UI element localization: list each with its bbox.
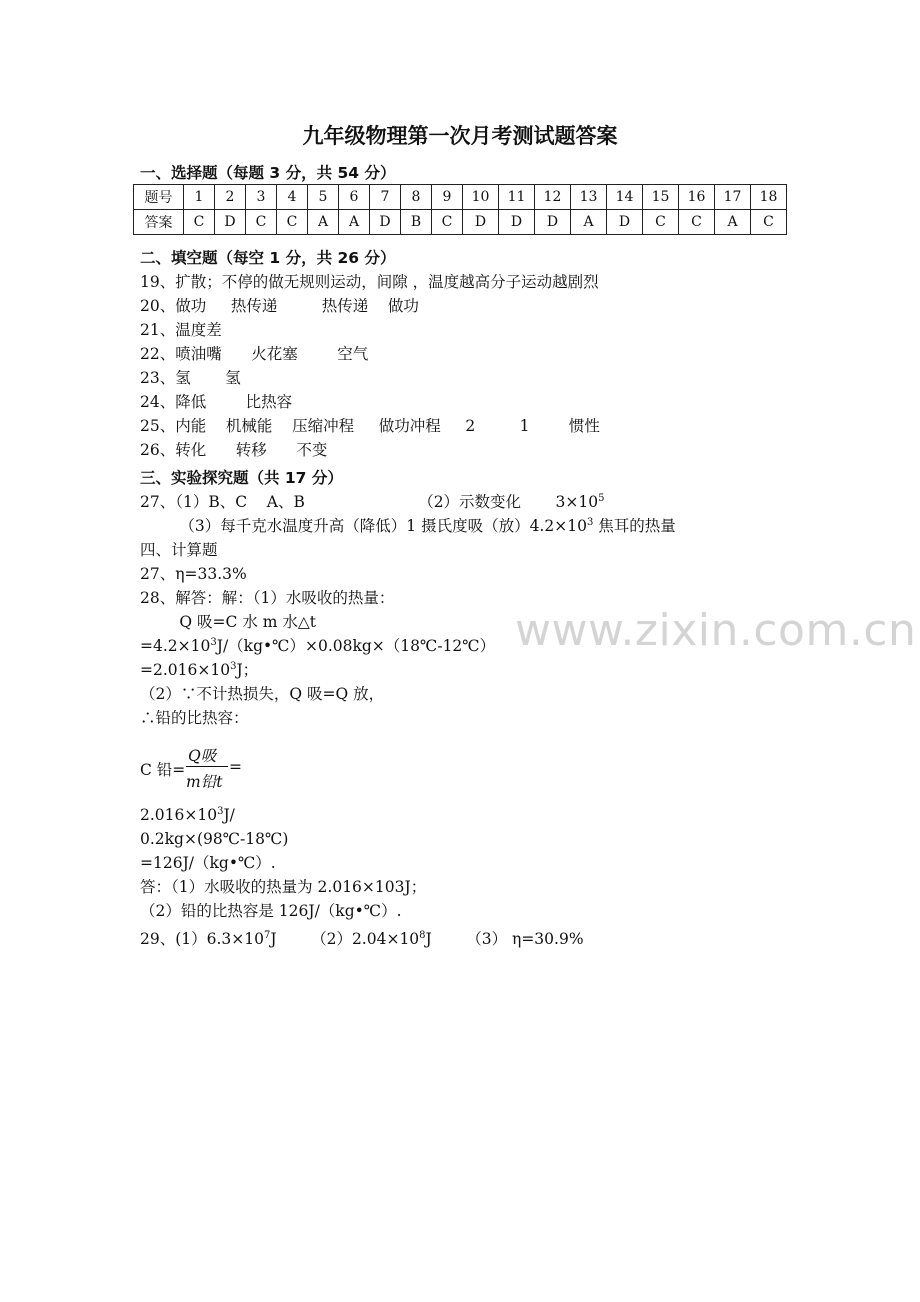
question-number-cell: 18	[751, 185, 787, 210]
question-number-cell: 8	[401, 185, 432, 210]
fill-answer-23: 23、氢 氢	[140, 369, 241, 387]
calc-answer-line2: （2）铅的比热容是 126J/（kg•℃）.	[140, 902, 402, 920]
row-label-answer: 答案	[134, 210, 184, 235]
watermark: www.zixin.com.cn	[515, 605, 917, 656]
fill-answer-22: 22、喷油嘴 火花塞 空气	[140, 345, 369, 363]
answer-cell: A	[339, 210, 370, 235]
question-number-cell: 14	[607, 185, 643, 210]
fraction-numerator: Q吸	[188, 747, 217, 765]
answer-cell: C	[432, 210, 463, 235]
question-number-cell: 16	[679, 185, 715, 210]
fill-answer-20: 20、做功 热传递 热传递 做功	[140, 297, 419, 315]
question-number-cell: 11	[499, 185, 535, 210]
answer-cell: D	[370, 210, 401, 235]
answer-cell: D	[463, 210, 499, 235]
calc-answer-line1: 答：（1）水吸收的热量为 2.016×103J；	[140, 878, 427, 896]
answer-cell: C	[751, 210, 787, 235]
answer-cell: C	[643, 210, 679, 235]
answer-cell: C	[184, 210, 215, 235]
answer-cell: D	[215, 210, 246, 235]
question-number-cell: 12	[535, 185, 571, 210]
answer-cell: B	[401, 210, 432, 235]
experiment-answer-27-line2: （3）每千克水温度升高（降低）1 摄氏度吸（放）$4.2\times 10^3$ 焦耳的热量	[140, 517, 676, 535]
section-choice-heading: 一、选择题（每题 3 分，共 54 分）	[140, 164, 396, 182]
answer-cell: A	[715, 210, 751, 235]
question-number-cell: 4	[277, 185, 308, 210]
experiment-answer-27-line1: 27、（1）B、C A、B （2）示数变化 $3\times 10^5$	[140, 493, 605, 511]
fraction-lhs: C 铅=	[140, 761, 186, 779]
answer-cell: D	[535, 210, 571, 235]
question-number-cell: 15	[643, 185, 679, 210]
fill-answer-25: 25、内能 机械能 压缩冲程 做功冲程 2 1 惯性	[140, 417, 600, 435]
calc-step-substitution: $=4.2\times 10^3J/(kg•℃)\times 0.08kg\times(18℃-12℃)$	[140, 637, 496, 655]
answer-cell: D	[499, 210, 535, 235]
question-number-cell: 5	[308, 185, 339, 210]
table-row-answers	[134, 210, 787, 235]
heat-formula: Q 吸=C 水 m 水△t	[140, 613, 317, 631]
question-number-cell: 17	[715, 185, 751, 210]
answer-cell: C	[246, 210, 277, 235]
question-number-cell: 2	[215, 185, 246, 210]
calc-answer-28-intro: 28、解答：解：（1）水吸收的热量：	[140, 589, 395, 607]
question-number-cell: 13	[571, 185, 607, 210]
fraction-bar	[186, 766, 228, 767]
fraction-equals: =	[229, 758, 242, 776]
question-number-cell: 1	[184, 185, 215, 210]
calc-lead-result: =126J/（kg•℃）.	[140, 854, 276, 872]
answer-table	[133, 184, 787, 235]
question-number-cell: 3	[246, 185, 277, 210]
calc-step-result: $=2.016\times 10^3J$；	[140, 661, 259, 679]
page-title: 九年级物理第一次月考测试题答案	[302, 124, 618, 148]
question-number-cell: 9	[432, 185, 463, 210]
calc-step-condition: （2）∵不计热损失，Q 吸=Q 放，	[140, 685, 385, 703]
section-calc-heading: 四、计算题	[140, 541, 218, 559]
fill-answer-26: 26、转化 转移 不变	[140, 441, 328, 459]
answer-cell: C	[679, 210, 715, 235]
fill-answer-21: 21、温度差	[140, 321, 222, 339]
row-label-number: 题号	[134, 185, 184, 210]
calc-fraction-numerator-value: $2.016\times 10^3J/$	[140, 806, 235, 824]
answer-cell: A	[308, 210, 339, 235]
question-number-cell: 6	[339, 185, 370, 210]
calc-step-lead-heat: ∴铅的比热容：	[140, 709, 249, 727]
table-row-numbers	[134, 185, 787, 210]
calc-answer-27: 27、η=33.3%	[140, 565, 247, 583]
fraction-denominator: m铅t	[186, 773, 223, 791]
section-experiment-heading: 三、实验探究题（共 17 分）	[140, 469, 343, 487]
question-number-cell: 7	[370, 185, 401, 210]
fill-answer-19: 19、扩散；不停的做无规则运动，间隙 ，温度越高分子运动越剧烈	[140, 273, 599, 291]
section-fill-heading: 二、填空题（每空 1 分，共 26 分）	[140, 249, 396, 267]
fill-answer-24: 24、降低 比热容	[140, 393, 293, 411]
calc-answer-29: 29、$(1)6.3\times 10^7J$ $(2)2.04\times 10^8J$ （3） η=30.9%	[140, 930, 584, 948]
answer-cell: A	[571, 210, 607, 235]
calc-fraction-denominator-value: 0.2kg×(98℃-18℃)	[140, 830, 289, 848]
question-number-cell: 10	[463, 185, 499, 210]
answer-cell: C	[277, 210, 308, 235]
answer-cell: D	[607, 210, 643, 235]
